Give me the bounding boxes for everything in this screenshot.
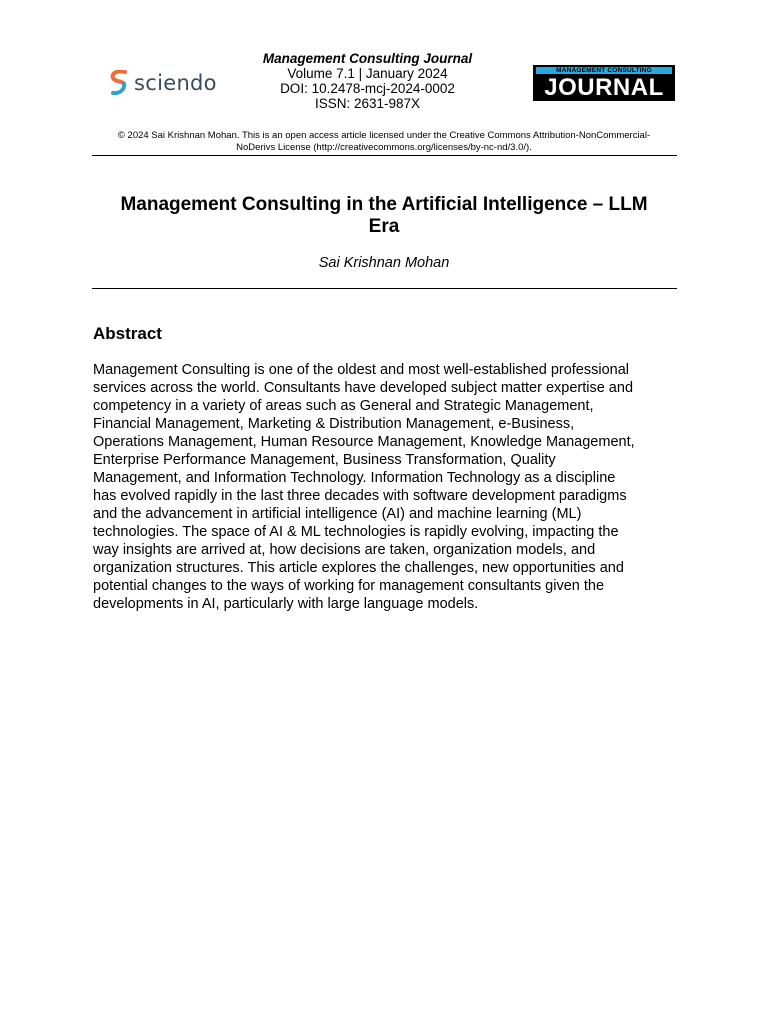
sciendo-s-icon [110, 70, 128, 96]
abstract-line: Operations Management, Human Resource Management, Knowledge Management, [93, 434, 635, 450]
license-line: © 2024 Sai Krishnan Mohan. This is an open access article licensed under the Creative Commons Attribution-NonCommercial- [117, 130, 651, 141]
journal-name: Management Consulting Journal [262, 51, 473, 66]
journal-doi: DOI: 10.2478-mcj-2024-0002 [280, 81, 455, 96]
license-line: NoDerivs License (http://creativecommons.org/licenses/by-nc-nd/3.0/). [236, 141, 532, 153]
abstract-line: Financial Management, Marketing & Distribution Management, e-Business, [93, 416, 575, 432]
abstract-line: has evolved rapidly in the last three decades with software development paradigms [93, 488, 627, 504]
article-title-line: Management Consulting in the Artificial Intelligence – LLM [120, 194, 648, 215]
abstract-line: Management Consulting is one of the oldest and most well-established professional [93, 362, 630, 378]
journal-logo [533, 65, 675, 101]
abstract-heading: Abstract [93, 324, 162, 343]
abstract-line: potential changes to the ways of working for management consultants given the [93, 578, 605, 594]
abstract-line: services across the world. Consultants have developed subject matter expertise and [93, 380, 634, 396]
journal-issn: ISSN: 2631-987X [314, 96, 421, 111]
abstract-line: organization structures. This article explores the challenges, new opportunities and [93, 560, 624, 576]
article-title [92, 194, 676, 238]
abstract-line: Management, and Information Technology. Information Technology as a discipline [93, 470, 616, 486]
abstract-line: Enterprise Performance Management, Business Transformation, Quality [93, 452, 556, 468]
journal-volume: Volume 7.1 | January 2024 [287, 66, 448, 81]
journal-logo-top-text: MANAGEMENT CONSULTING [536, 67, 672, 74]
journal-logo-main-text: JOURNAL [544, 74, 664, 101]
sciendo-wordmark: sciendo [134, 71, 217, 95]
title-divider [92, 288, 677, 289]
abstract-line: developments in AI, particularly with large language models. [93, 596, 479, 612]
abstract-line: technologies. The space of AI & ML technologies is rapidly evolving, impacting the [93, 524, 619, 540]
sciendo-logo [110, 70, 217, 96]
license-notice [92, 130, 676, 153]
abstract-body [93, 361, 683, 613]
abstract-line: competency in a variety of areas such as General and Strategic Management, [93, 398, 594, 414]
header-divider [92, 155, 677, 156]
article-title-line: Era [368, 216, 400, 237]
article-author: Sai Krishnan Mohan [318, 255, 450, 271]
abstract-line: way insights are arrived at, how decisions are taken, organization models, and [93, 542, 596, 558]
abstract-line: and the advancement in artificial intelligence (AI) and machine learning (ML) [93, 506, 582, 522]
journal-header [230, 51, 505, 111]
